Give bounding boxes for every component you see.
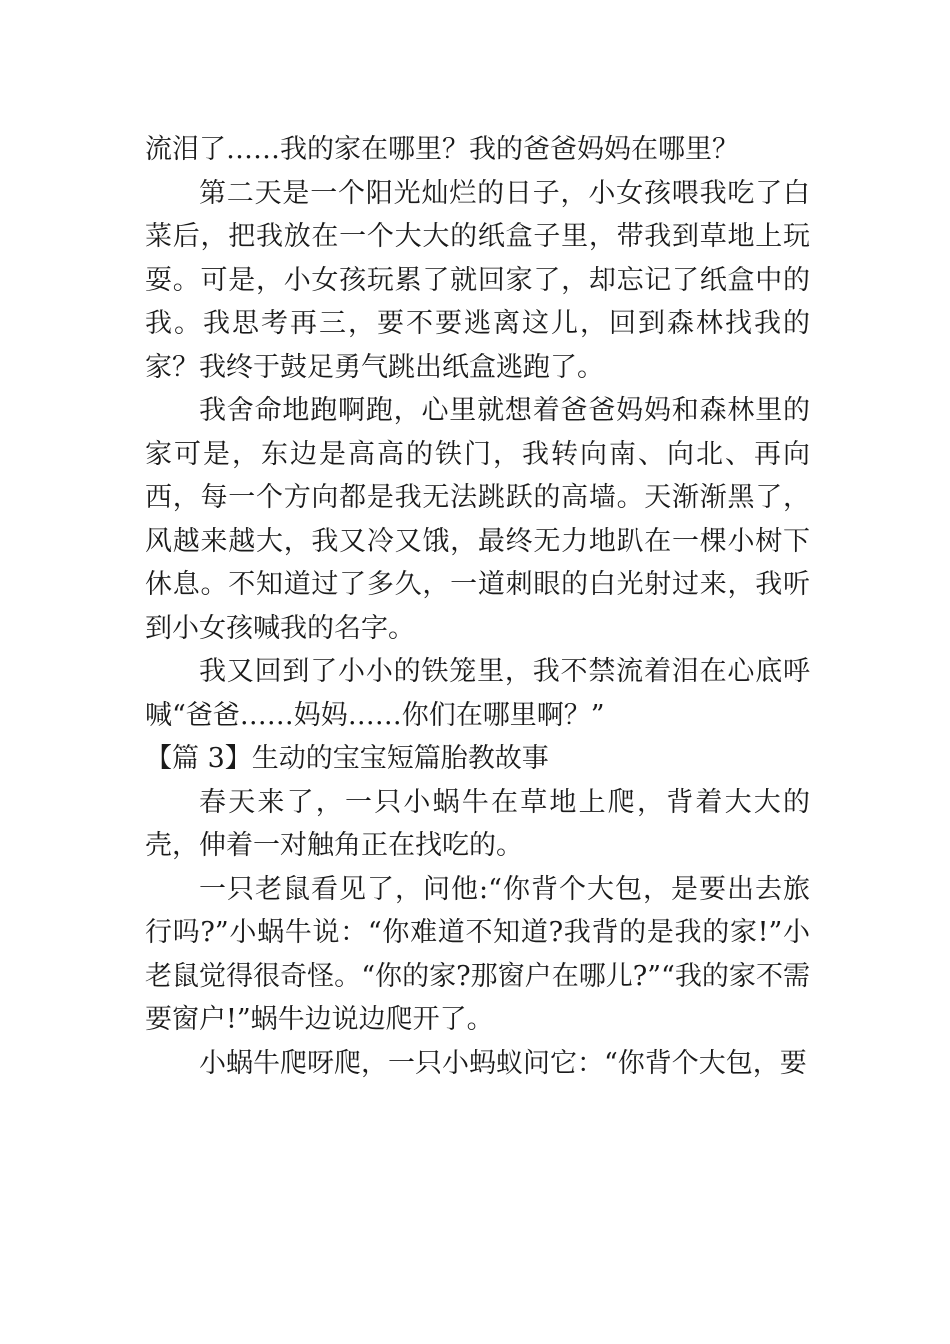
paragraph-2: 第二天是一个阳光灿烂的日子，小女孩喂我吃了白菜后，把我放在一个大大的纸盒子里，带我到草地上玩耍。可是，小女孩玩累了就回家了，却忘记了纸盒中的我。我思考再三，要不要逃离这儿，回到森林找我的家？我终于鼓足勇气跳出纸盒逃跑了。 — [145, 177, 810, 383]
paragraph-4: 我又回到了小小的铁笼里，我不禁流着泪在心底呼喊“爸爸……妈妈……你们在哪里啊？” — [145, 656, 810, 731]
paragraph-1: 流泪了……我的家在哪里？我的爸爸妈妈在哪里？ — [145, 134, 739, 165]
section-heading: 【篇 3】生动的宝宝短篇胎教故事 — [145, 743, 549, 774]
paragraph-7: 小蜗牛爬呀爬，一只小蚂蚁问它：“你背个大包，要 — [199, 1047, 807, 1079]
paragraph-3: 我舍命地跑啊跑，心里就想着爸爸妈妈和森林里的家可是，东边是高高的铁门，我转向南、向北、再向西，每一个方向都是我无法跳跃的高墙。天渐渐黑了，风越来越大，我又冷又饿，最终无力地趴在一棵小树下休息。不知道过了多久，一道刺眼的白光射过来，我听到小女孩喊我的名字。 — [145, 395, 810, 644]
document-body — [145, 128, 810, 1085]
paragraph-6: 一只老鼠看见了，问他:“你背个大包，是要出去旅行吗?”小蜗牛说：“你难道不知道?我背的是我的家!”小老鼠觉得很奇怪。“你的家?那窗户在哪儿?”“我的家不需要窗户!”蜗牛边说边爬开了。 — [145, 873, 810, 1035]
paragraph-5: 春天来了，一只小蜗牛在草地上爬，背着大大的壳，伸着一对触角正在找吃的。 — [145, 786, 810, 861]
